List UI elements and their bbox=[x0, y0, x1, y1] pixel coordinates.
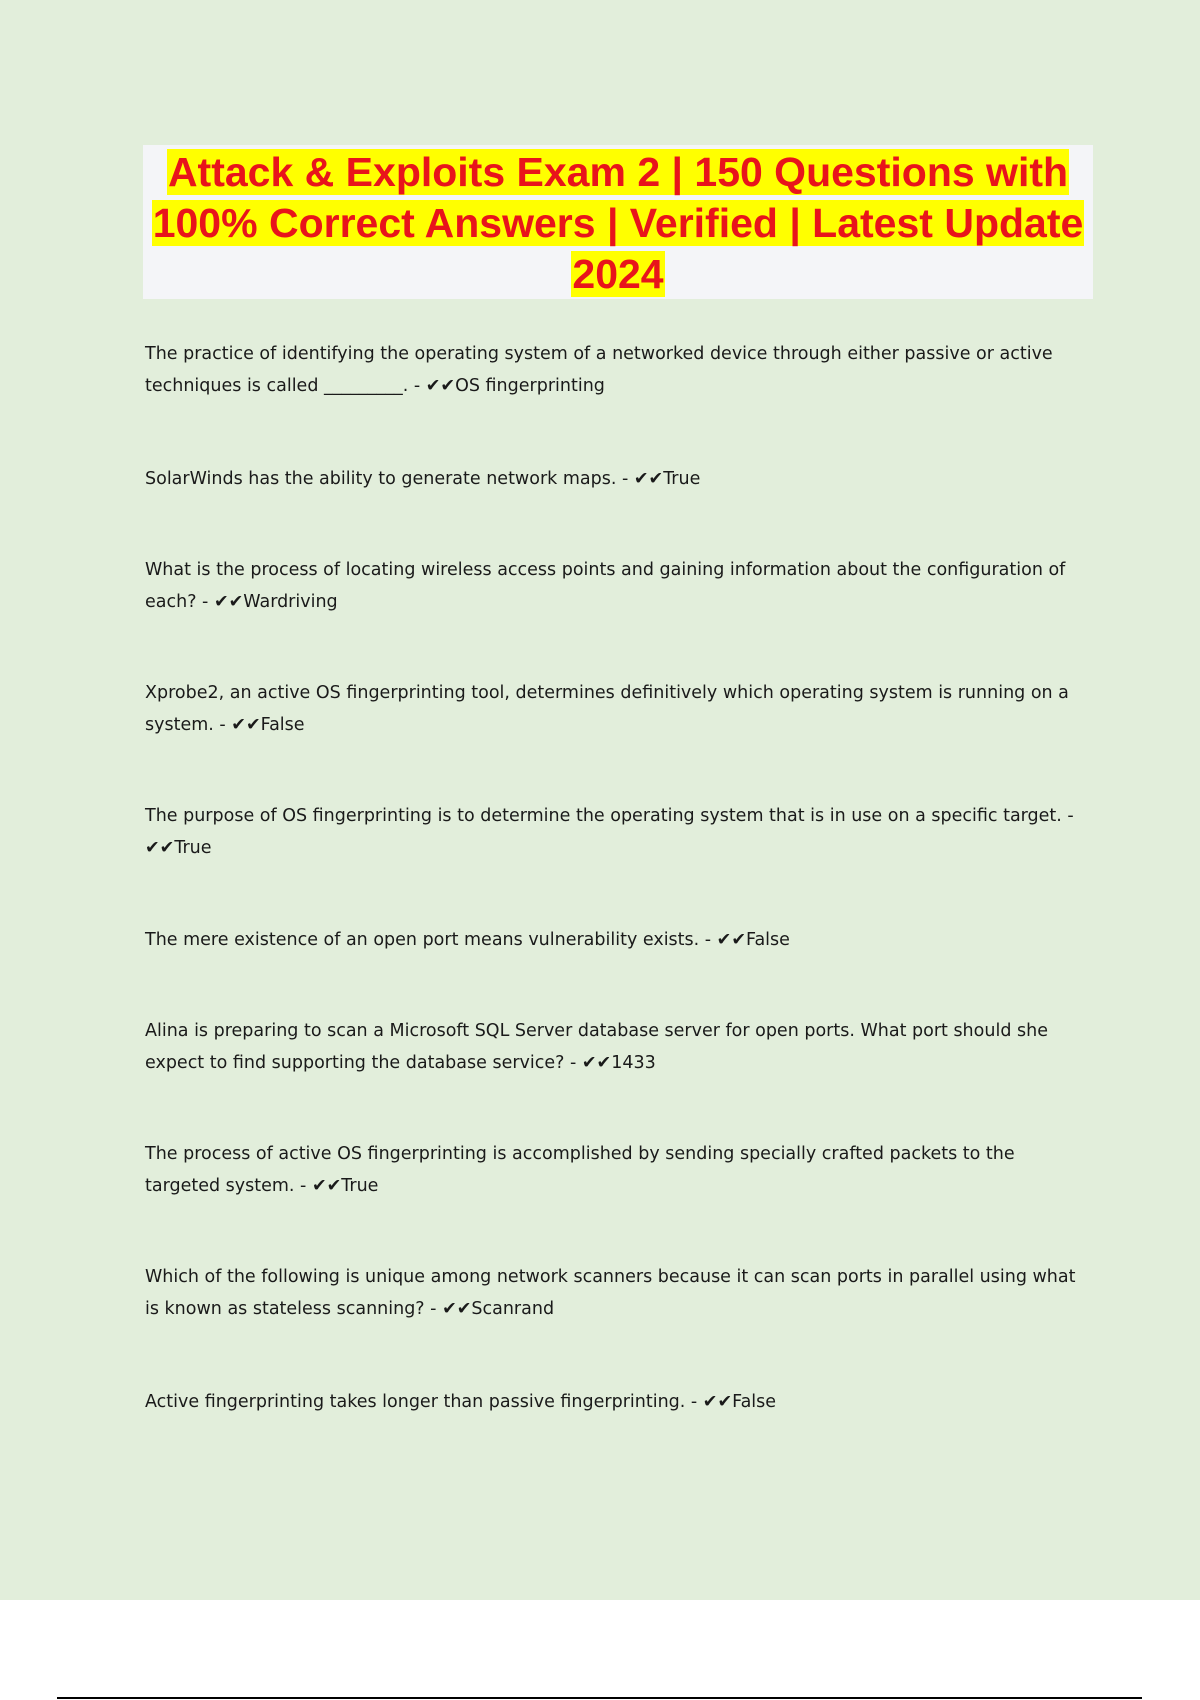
question-text: The practice of identifying the operating system of a networked device through either passive or active techniques is called _________. - bbox=[145, 344, 1053, 396]
qa-item bbox=[145, 1386, 1095, 1418]
check-marker-icon: ✔✔ bbox=[716, 930, 746, 950]
answer-text: False bbox=[746, 930, 790, 950]
question-text: Alina is preparing to scan a Microsoft SQL Server database server for open ports. What port should she expect to find supporting the database service? - bbox=[145, 1021, 1048, 1073]
qa-item bbox=[145, 924, 1095, 956]
answer-text: False bbox=[732, 1392, 777, 1412]
check-marker-icon: ✔✔ bbox=[581, 1053, 612, 1073]
qa-item bbox=[145, 1015, 1095, 1079]
answer-text: OS fingerprinting bbox=[455, 376, 605, 396]
qa-item bbox=[145, 554, 1095, 618]
question-text: The mere existence of an open port means vulnerability exists. - bbox=[145, 930, 712, 950]
qa-item bbox=[145, 1261, 1095, 1325]
check-marker-icon: ✔✔ bbox=[633, 469, 664, 489]
answer-text: True bbox=[174, 838, 212, 858]
answer-text: True bbox=[341, 1176, 379, 1196]
answer-text: Scanrand bbox=[471, 1299, 555, 1319]
qa-item bbox=[145, 677, 1095, 741]
check-marker-icon: ✔✔ bbox=[311, 1176, 342, 1196]
qa-item bbox=[145, 463, 1095, 495]
answer-text: False bbox=[260, 715, 305, 735]
answer-text: 1433 bbox=[611, 1053, 656, 1073]
question-text: Which of the following is unique among network scanners because it can scan ports in parallel using what is known as stateless scanning? - bbox=[145, 1267, 1076, 1319]
question-text: Active fingerprinting takes longer than passive fingerprinting. - bbox=[145, 1392, 698, 1412]
qa-item bbox=[145, 800, 1095, 864]
question-text: The process of active OS fingerprinting is accomplished by sending specially crafted packets to the targeted system. - bbox=[145, 1144, 1015, 1196]
qa-item bbox=[145, 338, 1095, 402]
check-marker-icon: ✔✔ bbox=[145, 838, 175, 858]
title-box bbox=[143, 145, 1093, 299]
qa-item bbox=[145, 1138, 1095, 1202]
check-marker-icon: ✔✔ bbox=[702, 1392, 733, 1412]
document-title bbox=[143, 147, 1093, 300]
check-marker-icon: ✔✔ bbox=[213, 592, 244, 612]
check-marker-icon: ✔✔ bbox=[231, 715, 261, 735]
check-marker-icon: ✔✔ bbox=[442, 1299, 472, 1319]
question-text: The purpose of OS fingerprinting is to determine the operating system that is in use on a specific target. - bbox=[145, 806, 1074, 826]
answer-text: Wardriving bbox=[243, 592, 338, 612]
question-text: What is the process of locating wireless access points and gaining information about the configuration of each? - bbox=[145, 560, 1066, 612]
question-text: SolarWinds has the ability to generate network maps. - bbox=[145, 469, 629, 489]
answer-text: True bbox=[663, 469, 701, 489]
check-marker-icon: ✔✔ bbox=[425, 376, 456, 396]
document-title-text: Attack & Exploits Exam 2 | 150 Questions with 100% Correct Answers | Verified | Latest Update 2024 bbox=[152, 149, 1084, 297]
question-text: Xprobe2, an active OS fingerprinting tool, determines definitively which operating system is running on a system. - bbox=[145, 683, 1069, 735]
footer-divider bbox=[57, 1697, 1142, 1699]
